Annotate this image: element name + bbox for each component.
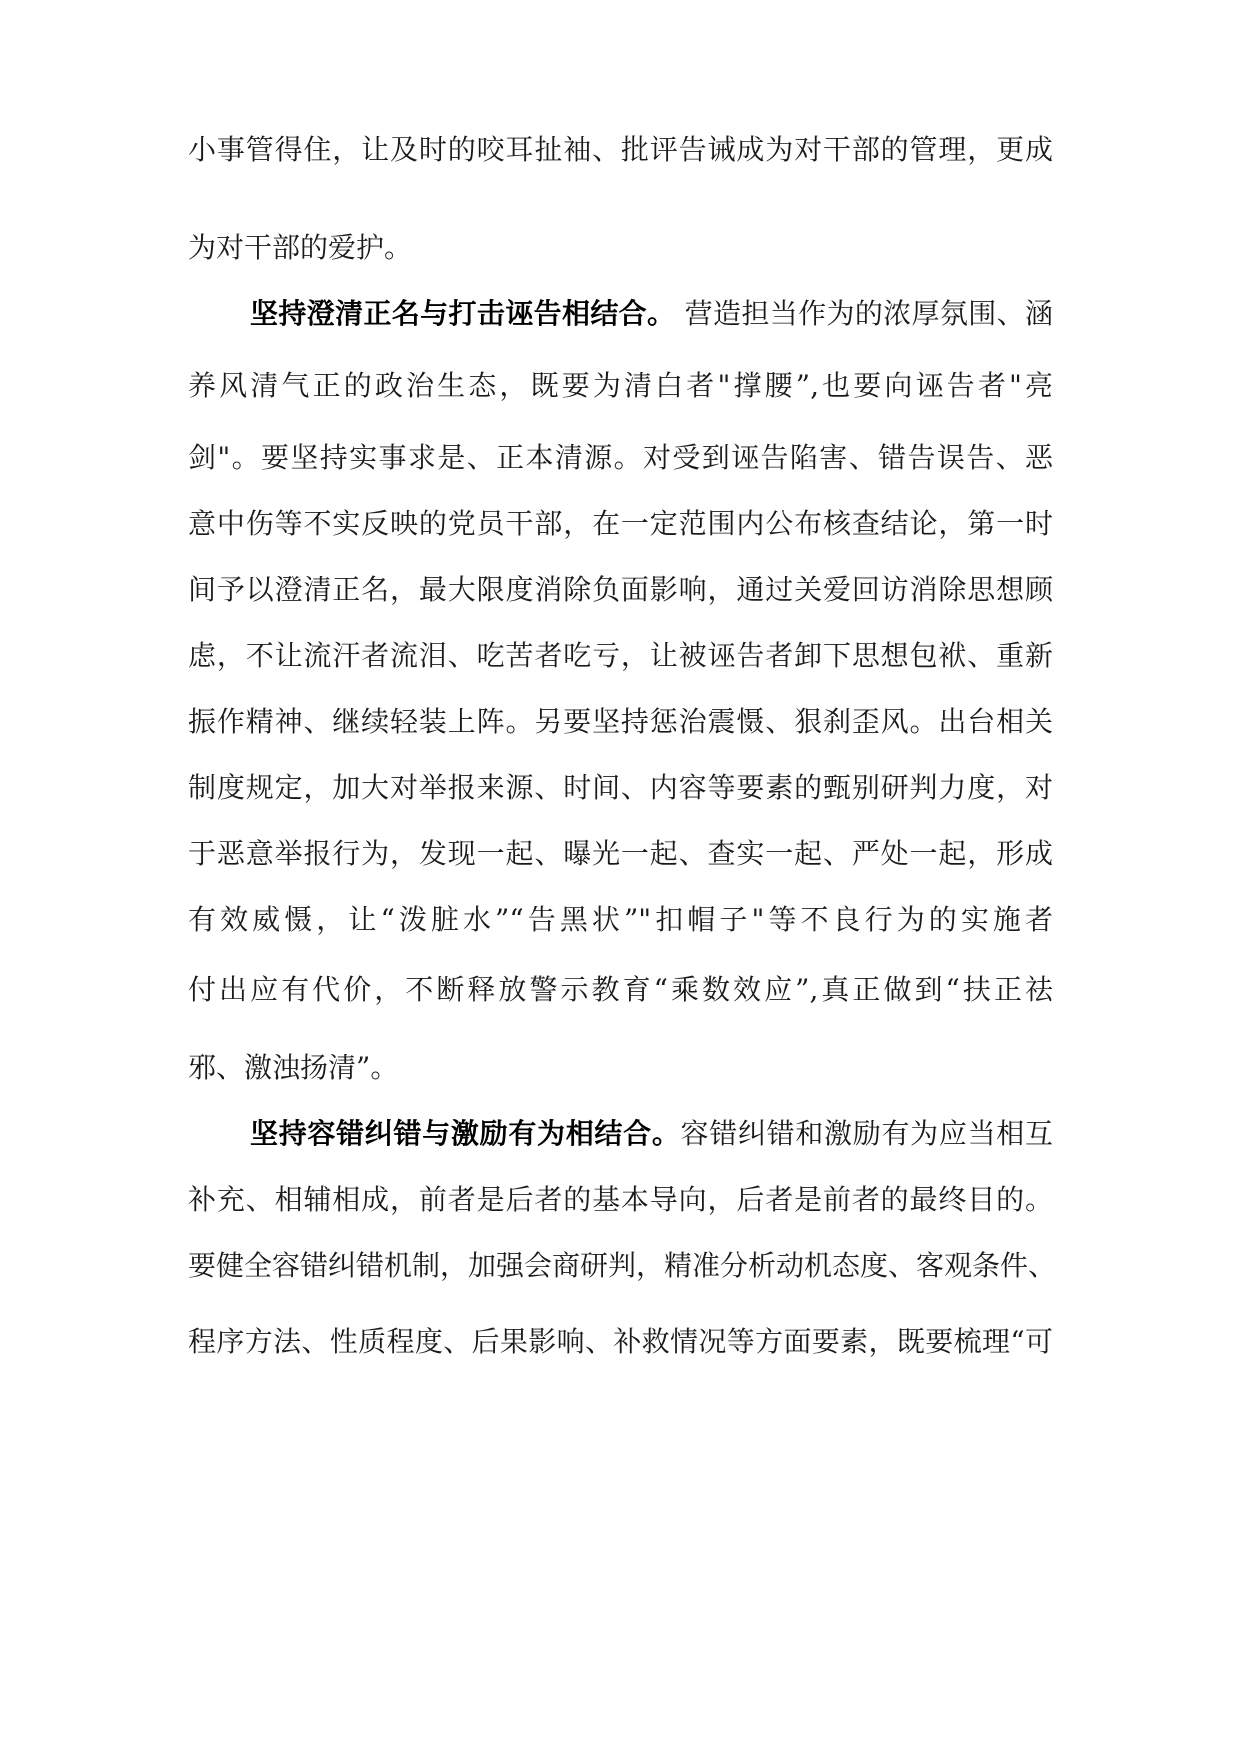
paragraph-3-line-1 — [250, 1112, 1053, 1156]
paragraph-2-line-10: 有效威慑，让“泼脏水”“告黑状”"扣帽子"等不良行为的实施者 — [188, 903, 1053, 936]
paragraph-1-line-1: 小事管得住，让及时的咬耳扯袖、批评告诫成为对干部的管理，更成 — [188, 133, 1053, 166]
paragraph-3-line-4: 程序方法、性质程度、后果影响、补救情况等方面要素，既要梳理“可 — [188, 1325, 1053, 1358]
paragraph-3-line-1-text: 容错纠错和激励有为应当相互 — [680, 1117, 1053, 1150]
paragraph-1-line-2: 为对干部的爱护。 — [188, 231, 413, 264]
paragraph-3-line-3: 要健全容错纠错机制，加强会商研判，精准分析动机态度、客观条件、 — [188, 1249, 1057, 1282]
paragraph-2-line-1-text: 营造担当作为的浓厚氛围、涵 — [675, 297, 1053, 330]
paragraph-2-heading: 坚持澄清正名与打击诬告相结合。 — [250, 297, 676, 330]
paragraph-2-line-9: 于恶意举报行为，发现一起、曝光一起、查实一起、严处一起，形成 — [188, 837, 1053, 870]
paragraph-2-line-1 — [250, 292, 1053, 336]
paragraph-2-line-7: 振作精神、继续轻装上阵。另要坚持惩治震慑、狠刹歪风。出台相关 — [188, 705, 1053, 738]
paragraph-2-line-11: 付出应有代价，不断释放警示教育“乘数效应”,真正做到“扶正祛 — [188, 973, 1053, 1006]
paragraph-2-line-5: 间予以澄清正名，最大限度消除负面影响，通过关爱回访消除思想顾 — [188, 573, 1053, 606]
paragraph-2-line-8: 制度规定，加大对举报来源、时间、内容等要素的甄别研判力度，对 — [188, 771, 1053, 804]
paragraph-2-line-3: 剑"。要坚持实事求是、正本清源。对受到诬告陷害、错告误告、恶 — [188, 441, 1053, 474]
paragraph-3-heading: 坚持容错纠错与激励有为相结合。 — [250, 1117, 681, 1150]
paragraph-2-line-4: 意中伤等不实反映的党员干部，在一定范围内公布核查结论，第一时 — [188, 507, 1053, 540]
paragraph-2-line-6: 虑，不让流汗者流泪、吃苦者吃亏，让被诬告者卸下思想包袱、重新 — [188, 639, 1053, 672]
paragraph-2-line-12: 邪、激浊扬清”。 — [188, 1051, 399, 1084]
paragraph-3-line-2: 补充、相辅相成，前者是后者的基本导向，后者是前者的最终目的。 — [188, 1183, 1053, 1216]
paragraph-2-line-2: 养风清气正的政治生态，既要为清白者"撑腰”,也要向诬告者"亮 — [188, 369, 1053, 402]
